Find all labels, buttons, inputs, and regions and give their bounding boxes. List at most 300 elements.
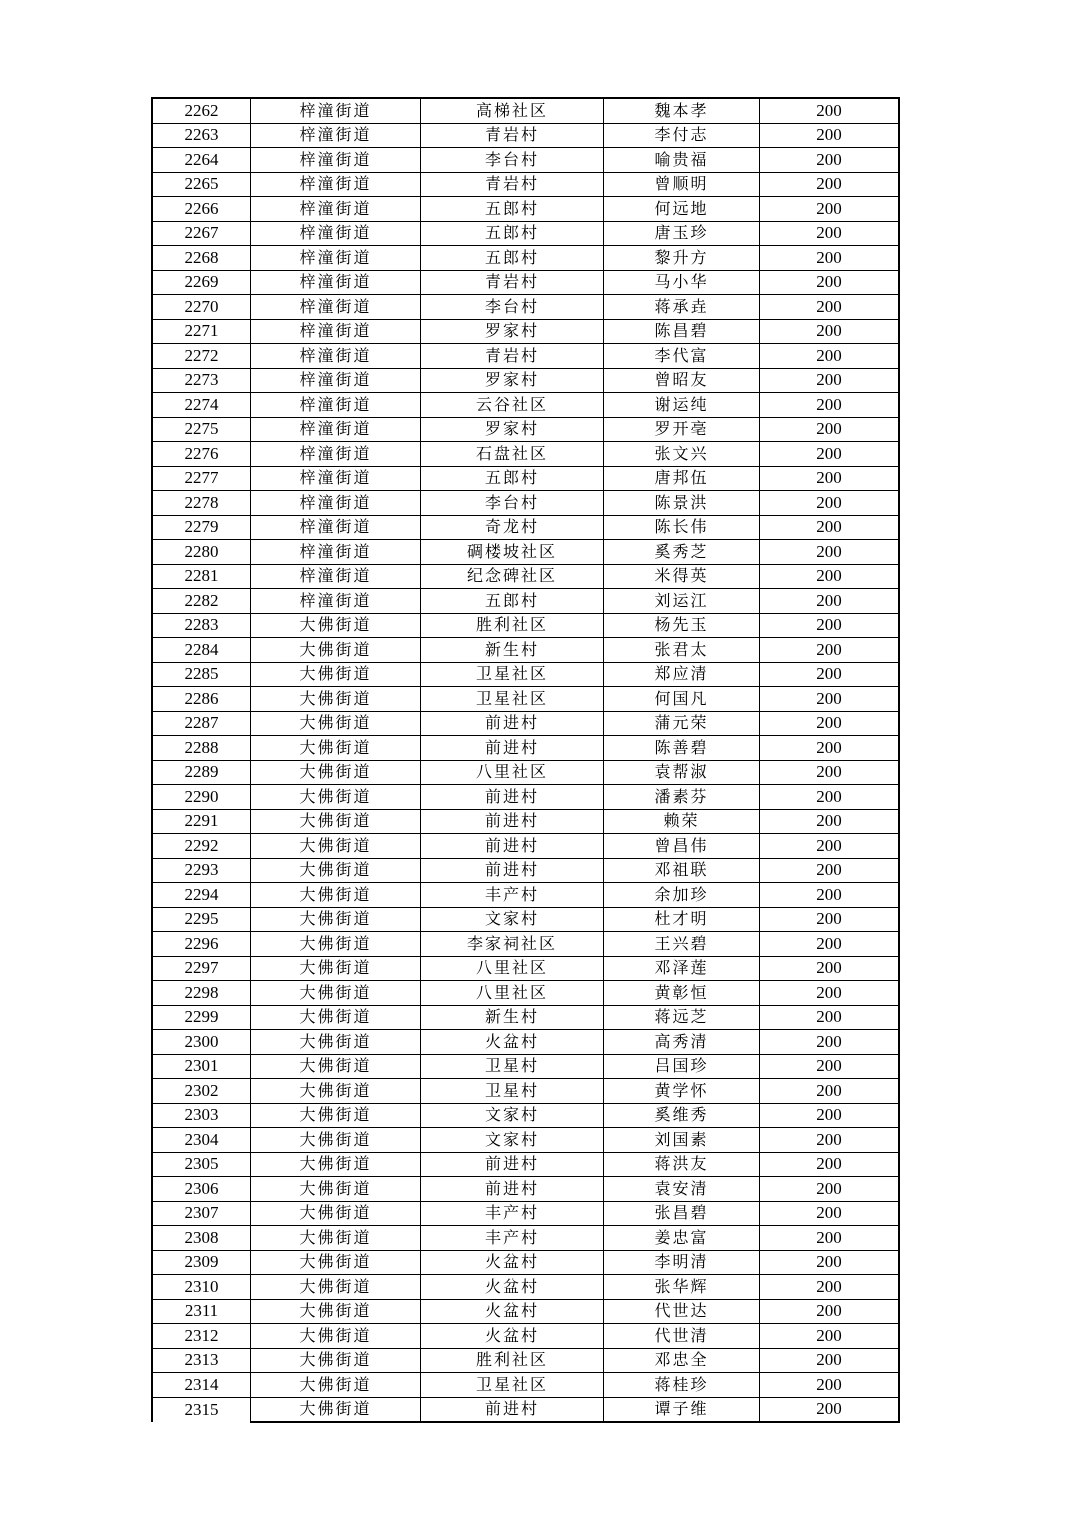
street-cell: 大佛街道 xyxy=(251,834,421,859)
person-name-cell: 张华辉 xyxy=(604,1275,760,1300)
table-row xyxy=(152,1177,899,1202)
street-cell: 大佛街道 xyxy=(251,1128,421,1153)
street-cell: 大佛街道 xyxy=(251,662,421,687)
table-row xyxy=(152,564,899,589)
row-number-cell: 2301 xyxy=(152,1054,251,1079)
village-cell: 前进村 xyxy=(421,858,604,883)
row-number-cell: 2297 xyxy=(152,956,251,981)
village-cell: 高梯社区 xyxy=(421,98,604,123)
street-cell: 大佛街道 xyxy=(251,1299,421,1324)
amount-cell: 200 xyxy=(760,1054,900,1079)
village-cell: 丰产村 xyxy=(421,883,604,908)
village-cell: 李台村 xyxy=(421,295,604,320)
village-cell: 前进村 xyxy=(421,1152,604,1177)
row-number-cell: 2282 xyxy=(152,589,251,614)
row-number-cell: 2309 xyxy=(152,1250,251,1275)
row-number-cell: 2270 xyxy=(152,295,251,320)
row-number-cell: 2306 xyxy=(152,1177,251,1202)
street-cell: 大佛街道 xyxy=(251,1226,421,1251)
street-cell: 大佛街道 xyxy=(251,858,421,883)
village-cell: 纪念碑社区 xyxy=(421,564,604,589)
table-body xyxy=(152,98,899,1422)
row-number-cell: 2273 xyxy=(152,368,251,393)
street-cell: 梓潼街道 xyxy=(251,540,421,565)
table-row xyxy=(152,1152,899,1177)
row-number-cell: 2308 xyxy=(152,1226,251,1251)
person-name-cell: 郑应清 xyxy=(604,662,760,687)
table-row xyxy=(152,809,899,834)
table-row xyxy=(152,1005,899,1030)
person-name-cell: 马小华 xyxy=(604,270,760,295)
village-cell: 丰产村 xyxy=(421,1201,604,1226)
village-cell: 李台村 xyxy=(421,148,604,173)
street-cell: 大佛街道 xyxy=(251,907,421,932)
village-cell: 罗家村 xyxy=(421,368,604,393)
table-row xyxy=(152,246,899,271)
person-name-cell: 黎升方 xyxy=(604,246,760,271)
street-cell: 梓潼街道 xyxy=(251,589,421,614)
street-cell: 梓潼街道 xyxy=(251,295,421,320)
row-number-cell: 2289 xyxy=(152,760,251,785)
village-cell: 五郎村 xyxy=(421,221,604,246)
street-cell: 大佛街道 xyxy=(251,736,421,761)
street-cell: 大佛街道 xyxy=(251,883,421,908)
street-cell: 梓潼街道 xyxy=(251,564,421,589)
village-cell: 罗家村 xyxy=(421,319,604,344)
amount-cell: 200 xyxy=(760,1348,900,1373)
person-name-cell: 唐邦伍 xyxy=(604,466,760,491)
person-name-cell: 何国凡 xyxy=(604,687,760,712)
amount-cell: 200 xyxy=(760,442,900,467)
village-cell: 八里社区 xyxy=(421,981,604,1006)
village-cell: 新生村 xyxy=(421,1005,604,1030)
amount-cell: 200 xyxy=(760,711,900,736)
table-row xyxy=(152,1079,899,1104)
amount-cell: 200 xyxy=(760,834,900,859)
person-name-cell: 蒋承垚 xyxy=(604,295,760,320)
street-cell: 大佛街道 xyxy=(251,711,421,736)
village-cell: 青岩村 xyxy=(421,123,604,148)
street-cell: 大佛街道 xyxy=(251,785,421,810)
person-name-cell: 杜才明 xyxy=(604,907,760,932)
street-cell: 大佛街道 xyxy=(251,809,421,834)
amount-cell: 200 xyxy=(760,393,900,418)
row-number-cell: 2280 xyxy=(152,540,251,565)
amount-cell: 200 xyxy=(760,613,900,638)
village-cell: 李家祠社区 xyxy=(421,932,604,957)
amount-cell: 200 xyxy=(760,638,900,663)
row-number-cell: 2294 xyxy=(152,883,251,908)
village-cell: 火盆村 xyxy=(421,1324,604,1349)
row-number-cell: 2303 xyxy=(152,1103,251,1128)
street-cell: 梓潼街道 xyxy=(251,466,421,491)
amount-cell: 200 xyxy=(760,1030,900,1055)
row-number-cell: 2298 xyxy=(152,981,251,1006)
amount-cell: 200 xyxy=(760,98,900,123)
village-cell: 胜利社区 xyxy=(421,1348,604,1373)
street-cell: 大佛街道 xyxy=(251,1275,421,1300)
table-row xyxy=(152,417,899,442)
amount-cell: 200 xyxy=(760,785,900,810)
table-row xyxy=(152,785,899,810)
village-cell: 前进村 xyxy=(421,785,604,810)
amount-cell: 200 xyxy=(760,1250,900,1275)
person-name-cell: 李明清 xyxy=(604,1250,760,1275)
village-cell: 云谷社区 xyxy=(421,393,604,418)
village-cell: 卫星村 xyxy=(421,1079,604,1104)
village-cell: 卫星社区 xyxy=(421,687,604,712)
street-cell: 梓潼街道 xyxy=(251,515,421,540)
street-cell: 梓潼街道 xyxy=(251,368,421,393)
person-name-cell: 蒋洪友 xyxy=(604,1152,760,1177)
street-cell: 梓潼街道 xyxy=(251,417,421,442)
street-cell: 大佛街道 xyxy=(251,1177,421,1202)
table-row xyxy=(152,932,899,957)
amount-cell: 200 xyxy=(760,1005,900,1030)
village-cell: 丰产村 xyxy=(421,1226,604,1251)
street-cell: 梓潼街道 xyxy=(251,393,421,418)
amount-cell: 200 xyxy=(760,197,900,222)
person-name-cell: 陈善碧 xyxy=(604,736,760,761)
person-name-cell: 谢运纯 xyxy=(604,393,760,418)
table-row xyxy=(152,197,899,222)
village-cell: 火盆村 xyxy=(421,1275,604,1300)
street-cell: 大佛街道 xyxy=(251,1103,421,1128)
village-cell: 前进村 xyxy=(421,1177,604,1202)
row-number-cell: 2312 xyxy=(152,1324,251,1349)
row-number-cell: 2292 xyxy=(152,834,251,859)
village-cell: 青岩村 xyxy=(421,270,604,295)
table-row xyxy=(152,1054,899,1079)
amount-cell: 200 xyxy=(760,368,900,393)
row-number-cell: 2291 xyxy=(152,809,251,834)
row-number-cell: 2311 xyxy=(152,1299,251,1324)
village-cell: 前进村 xyxy=(421,1397,604,1422)
street-cell: 大佛街道 xyxy=(251,1250,421,1275)
amount-cell: 200 xyxy=(760,1397,900,1422)
person-name-cell: 何远地 xyxy=(604,197,760,222)
person-name-cell: 潘素芬 xyxy=(604,785,760,810)
amount-cell: 200 xyxy=(760,1299,900,1324)
village-cell: 青岩村 xyxy=(421,344,604,369)
street-cell: 梓潼街道 xyxy=(251,197,421,222)
table-row xyxy=(152,442,899,467)
row-number-cell: 2314 xyxy=(152,1373,251,1398)
person-name-cell: 张君太 xyxy=(604,638,760,663)
row-number-cell: 2275 xyxy=(152,417,251,442)
person-name-cell: 罗开亳 xyxy=(604,417,760,442)
village-cell: 五郎村 xyxy=(421,246,604,271)
person-name-cell: 高秀清 xyxy=(604,1030,760,1055)
street-cell: 大佛街道 xyxy=(251,1030,421,1055)
row-number-cell: 2262 xyxy=(152,98,251,123)
row-number-cell: 2296 xyxy=(152,932,251,957)
village-cell: 青岩村 xyxy=(421,172,604,197)
street-cell: 大佛街道 xyxy=(251,981,421,1006)
row-number-cell: 2267 xyxy=(152,221,251,246)
row-number-cell: 2285 xyxy=(152,662,251,687)
amount-cell: 200 xyxy=(760,1226,900,1251)
amount-cell: 200 xyxy=(760,1275,900,1300)
street-cell: 大佛街道 xyxy=(251,1324,421,1349)
person-name-cell: 邓泽莲 xyxy=(604,956,760,981)
village-cell: 五郎村 xyxy=(421,197,604,222)
row-number-cell: 2300 xyxy=(152,1030,251,1055)
street-cell: 梓潼街道 xyxy=(251,319,421,344)
amount-cell: 200 xyxy=(760,1201,900,1226)
street-cell: 梓潼街道 xyxy=(251,270,421,295)
row-number-cell: 2307 xyxy=(152,1201,251,1226)
village-cell: 卫星社区 xyxy=(421,1373,604,1398)
subsidy-table xyxy=(151,97,900,1423)
amount-cell: 200 xyxy=(760,491,900,516)
person-name-cell: 李付志 xyxy=(604,123,760,148)
table-row xyxy=(152,736,899,761)
table-row xyxy=(152,638,899,663)
amount-cell: 200 xyxy=(760,883,900,908)
village-cell: 文家村 xyxy=(421,1103,604,1128)
person-name-cell: 邓祖联 xyxy=(604,858,760,883)
amount-cell: 200 xyxy=(760,1103,900,1128)
table-row xyxy=(152,1299,899,1324)
village-cell: 八里社区 xyxy=(421,956,604,981)
row-number-cell: 2315 xyxy=(152,1397,251,1422)
village-cell: 石盘社区 xyxy=(421,442,604,467)
village-cell: 前进村 xyxy=(421,809,604,834)
row-number-cell: 2290 xyxy=(152,785,251,810)
person-name-cell: 奚秀芝 xyxy=(604,540,760,565)
village-cell: 文家村 xyxy=(421,907,604,932)
table-row xyxy=(152,319,899,344)
person-name-cell: 王兴碧 xyxy=(604,932,760,957)
table-row xyxy=(152,123,899,148)
village-cell: 前进村 xyxy=(421,736,604,761)
row-number-cell: 2299 xyxy=(152,1005,251,1030)
amount-cell: 200 xyxy=(760,148,900,173)
person-name-cell: 陈长伟 xyxy=(604,515,760,540)
street-cell: 大佛街道 xyxy=(251,687,421,712)
street-cell: 大佛街道 xyxy=(251,1201,421,1226)
person-name-cell: 代世清 xyxy=(604,1324,760,1349)
table-row xyxy=(152,1226,899,1251)
row-number-cell: 2284 xyxy=(152,638,251,663)
person-name-cell: 米得英 xyxy=(604,564,760,589)
table-row xyxy=(152,858,899,883)
person-name-cell: 吕国珍 xyxy=(604,1054,760,1079)
table-row xyxy=(152,466,899,491)
row-number-cell: 2293 xyxy=(152,858,251,883)
street-cell: 大佛街道 xyxy=(251,1054,421,1079)
person-name-cell: 张文兴 xyxy=(604,442,760,467)
table-row xyxy=(152,956,899,981)
person-name-cell: 张昌碧 xyxy=(604,1201,760,1226)
amount-cell: 200 xyxy=(760,1373,900,1398)
village-cell: 文家村 xyxy=(421,1128,604,1153)
amount-cell: 200 xyxy=(760,736,900,761)
table-row xyxy=(152,172,899,197)
row-number-cell: 2264 xyxy=(152,148,251,173)
street-cell: 大佛街道 xyxy=(251,1152,421,1177)
village-cell: 火盆村 xyxy=(421,1299,604,1324)
table-row xyxy=(152,1275,899,1300)
person-name-cell: 李代富 xyxy=(604,344,760,369)
table-row xyxy=(152,1397,899,1422)
table-row xyxy=(152,1250,899,1275)
table-row xyxy=(152,148,899,173)
table-row xyxy=(152,98,899,123)
street-cell: 大佛街道 xyxy=(251,1373,421,1398)
street-cell: 大佛街道 xyxy=(251,613,421,638)
table-row xyxy=(152,711,899,736)
table-row xyxy=(152,491,899,516)
amount-cell: 200 xyxy=(760,1324,900,1349)
street-cell: 梓潼街道 xyxy=(251,246,421,271)
table-row xyxy=(152,662,899,687)
person-name-cell: 黄彰恒 xyxy=(604,981,760,1006)
person-name-cell: 余加珍 xyxy=(604,883,760,908)
street-cell: 大佛街道 xyxy=(251,956,421,981)
person-name-cell: 袁安清 xyxy=(604,1177,760,1202)
person-name-cell: 杨先玉 xyxy=(604,613,760,638)
street-cell: 梓潼街道 xyxy=(251,221,421,246)
table-row xyxy=(152,1348,899,1373)
person-name-cell: 陈景洪 xyxy=(604,491,760,516)
street-cell: 大佛街道 xyxy=(251,1348,421,1373)
amount-cell: 200 xyxy=(760,1128,900,1153)
person-name-cell: 喻贵福 xyxy=(604,148,760,173)
amount-cell: 200 xyxy=(760,344,900,369)
row-number-cell: 2274 xyxy=(152,393,251,418)
amount-cell: 200 xyxy=(760,1152,900,1177)
street-cell: 大佛街道 xyxy=(251,638,421,663)
amount-cell: 200 xyxy=(760,907,900,932)
person-name-cell: 陈昌碧 xyxy=(604,319,760,344)
table-row xyxy=(152,221,899,246)
village-cell: 五郎村 xyxy=(421,589,604,614)
table-row xyxy=(152,687,899,712)
amount-cell: 200 xyxy=(760,1079,900,1104)
person-name-cell: 蒋远芝 xyxy=(604,1005,760,1030)
street-cell: 大佛街道 xyxy=(251,760,421,785)
table-row xyxy=(152,613,899,638)
village-cell: 八里社区 xyxy=(421,760,604,785)
table-row xyxy=(152,883,899,908)
table-row xyxy=(152,295,899,320)
amount-cell: 200 xyxy=(760,662,900,687)
amount-cell: 200 xyxy=(760,319,900,344)
row-number-cell: 2310 xyxy=(152,1275,251,1300)
person-name-cell: 曾昌伟 xyxy=(604,834,760,859)
amount-cell: 200 xyxy=(760,246,900,271)
person-name-cell: 曾昭友 xyxy=(604,368,760,393)
person-name-cell: 姜忠富 xyxy=(604,1226,760,1251)
village-cell: 火盆村 xyxy=(421,1250,604,1275)
street-cell: 大佛街道 xyxy=(251,1079,421,1104)
table-row xyxy=(152,834,899,859)
table-row xyxy=(152,393,899,418)
row-number-cell: 2278 xyxy=(152,491,251,516)
village-cell: 五郎村 xyxy=(421,466,604,491)
amount-cell: 200 xyxy=(760,123,900,148)
amount-cell: 200 xyxy=(760,221,900,246)
table-row xyxy=(152,1201,899,1226)
person-name-cell: 奚维秀 xyxy=(604,1103,760,1128)
person-name-cell: 曾顺明 xyxy=(604,172,760,197)
village-cell: 火盆村 xyxy=(421,1030,604,1055)
village-cell: 卫星社区 xyxy=(421,662,604,687)
street-cell: 梓潼街道 xyxy=(251,98,421,123)
street-cell: 大佛街道 xyxy=(251,932,421,957)
row-number-cell: 2269 xyxy=(152,270,251,295)
row-number-cell: 2305 xyxy=(152,1152,251,1177)
row-number-cell: 2277 xyxy=(152,466,251,491)
village-cell: 前进村 xyxy=(421,834,604,859)
row-number-cell: 2276 xyxy=(152,442,251,467)
person-name-cell: 黄学怀 xyxy=(604,1079,760,1104)
table-row xyxy=(152,515,899,540)
street-cell: 大佛街道 xyxy=(251,1397,421,1422)
street-cell: 大佛街道 xyxy=(251,1005,421,1030)
table-row xyxy=(152,1030,899,1055)
amount-cell: 200 xyxy=(760,956,900,981)
village-cell: 新生村 xyxy=(421,638,604,663)
amount-cell: 200 xyxy=(760,466,900,491)
amount-cell: 200 xyxy=(760,172,900,197)
village-cell: 罗家村 xyxy=(421,417,604,442)
amount-cell: 200 xyxy=(760,809,900,834)
table-row xyxy=(152,1373,899,1398)
person-name-cell: 刘运江 xyxy=(604,589,760,614)
street-cell: 梓潼街道 xyxy=(251,344,421,369)
village-cell: 前进村 xyxy=(421,711,604,736)
row-number-cell: 2295 xyxy=(152,907,251,932)
person-name-cell: 蒲元荣 xyxy=(604,711,760,736)
row-number-cell: 2263 xyxy=(152,123,251,148)
amount-cell: 200 xyxy=(760,760,900,785)
table-row xyxy=(152,1103,899,1128)
table-row xyxy=(152,981,899,1006)
person-name-cell: 刘国素 xyxy=(604,1128,760,1153)
table-row xyxy=(152,344,899,369)
person-name-cell: 唐玉珍 xyxy=(604,221,760,246)
row-number-cell: 2281 xyxy=(152,564,251,589)
amount-cell: 200 xyxy=(760,1177,900,1202)
street-cell: 梓潼街道 xyxy=(251,491,421,516)
person-name-cell: 代世达 xyxy=(604,1299,760,1324)
table-row xyxy=(152,368,899,393)
village-cell: 胜利社区 xyxy=(421,613,604,638)
amount-cell: 200 xyxy=(760,270,900,295)
person-name-cell: 赖荣 xyxy=(604,809,760,834)
row-number-cell: 2286 xyxy=(152,687,251,712)
table-row xyxy=(152,1128,899,1153)
person-name-cell: 邓忠全 xyxy=(604,1348,760,1373)
table-row xyxy=(152,760,899,785)
table-row xyxy=(152,907,899,932)
table-row xyxy=(152,270,899,295)
street-cell: 梓潼街道 xyxy=(251,442,421,467)
table-row xyxy=(152,589,899,614)
amount-cell: 200 xyxy=(760,932,900,957)
amount-cell: 200 xyxy=(760,564,900,589)
row-number-cell: 2272 xyxy=(152,344,251,369)
row-number-cell: 2283 xyxy=(152,613,251,638)
amount-cell: 200 xyxy=(760,858,900,883)
amount-cell: 200 xyxy=(760,981,900,1006)
person-name-cell: 谭子维 xyxy=(604,1397,760,1422)
street-cell: 梓潼街道 xyxy=(251,148,421,173)
amount-cell: 200 xyxy=(760,417,900,442)
